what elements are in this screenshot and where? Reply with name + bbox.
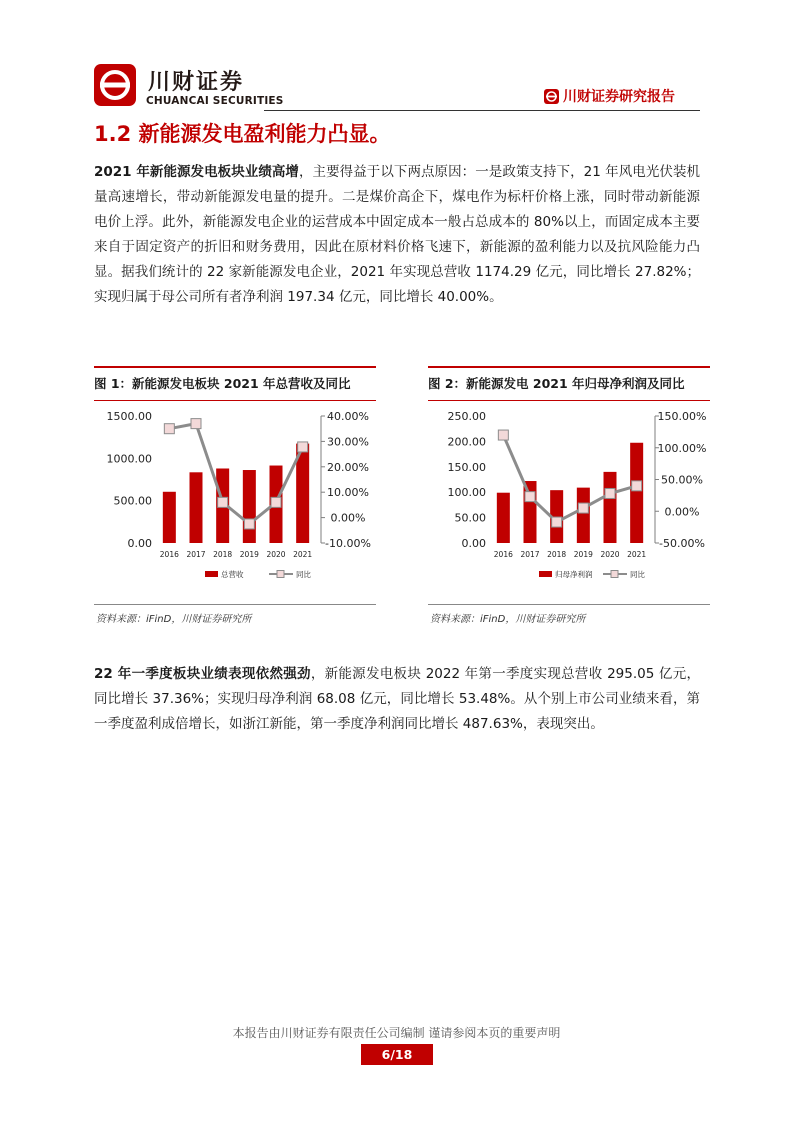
paragraph-q1-body: ，新能源发电板块 2022 年第一季度实现总营收 295.05 亿元，同比增长 37.36%；实现归母净利润 68.08 亿元，同比增长 53.48%。从个别上市公司业绩来看，第一季度盈利成倍增长，如浙江新能，第一季度净利润同比增长 487.63%，表现突出。	[94, 666, 700, 732]
paragraph-intro	[94, 160, 700, 310]
report-logo-icon	[544, 89, 559, 104]
left-axis-tick-label: 0.00	[127, 537, 152, 550]
figure-1	[94, 366, 376, 628]
x-axis-category-label: 2019	[573, 550, 593, 559]
legend-bar-label: 总营收	[221, 570, 244, 579]
figure-1-chart	[94, 402, 376, 602]
x-axis-category-label: 2017	[186, 550, 206, 559]
bar-2016	[163, 492, 176, 543]
yoy-marker-2018	[552, 517, 562, 527]
bar-2017	[524, 481, 537, 543]
right-axis-tick-label: 0.00%	[330, 511, 366, 525]
legend-bar-label: 归母净利润	[555, 570, 593, 579]
section-title: 1.2 新能源发电盈利能力凸显。	[94, 122, 391, 146]
right-axis-tick-label: -50.00%	[659, 537, 705, 550]
yoy-marker-2018	[218, 497, 228, 507]
x-axis-category-label: 2021	[293, 550, 313, 559]
legend-line-marker	[277, 571, 284, 578]
bar-2016	[497, 493, 510, 543]
x-axis-category-label: 2018	[547, 550, 567, 559]
bar-2021	[630, 443, 643, 543]
left-axis-tick-label: 50.00	[454, 511, 486, 525]
brand-name-cn: 川财证券	[148, 70, 245, 95]
yoy-line	[169, 424, 302, 524]
legend-line-marker	[611, 571, 618, 578]
page-number: 6/18	[361, 1044, 433, 1065]
left-axis-tick-label: 1500.00	[106, 410, 152, 423]
paragraph-intro-body: ，主要得益于以下两点原因：一是政策支持下，21 年风电光伏装机量高速增长，带动新能源发电量的提升。二是煤价高企下，煤电作为标杆价格上涨，同时带动新能源电价上浮。此外，新能源发电企业的运营成本中固定成本一般占总成本的 80%以上，而固定成本主要来自于固定资产的折旧和财务费用，因此在原材料价格飞速下，新能源的盈利能力以及抗风险能力凸显。据我们统计的 22 家新能源发电企业，2021 年实现总营收 1174.29 亿元，同比增长 27.82%；实现归属于母公司所有者净利润 197.34 亿元，同比增长 40.00%。	[94, 164, 701, 305]
bar-2019	[577, 488, 590, 543]
left-axis-tick-label: 200.00	[447, 435, 486, 449]
brand-name-en: CHUANCAI SECURITIES	[146, 95, 284, 107]
right-axis-tick-label: -10.00%	[325, 537, 371, 550]
x-axis-category-label: 2018	[213, 550, 233, 559]
paragraph-intro-lead: 2021 年新能源发电板块业绩高增	[94, 164, 299, 180]
right-axis-tick-label: 40.00%	[327, 410, 369, 423]
legend-line-label: 同比	[296, 570, 311, 579]
legend-line-label: 同比	[630, 570, 645, 579]
legend-bar-swatch	[205, 571, 218, 577]
figure-2-source: 资料来源：iFinD，川财证券研究所	[430, 614, 586, 625]
yoy-marker-2019	[578, 503, 588, 513]
paragraph-q1	[94, 662, 700, 737]
bar-2020	[604, 472, 617, 543]
right-axis-tick-label: 0.00%	[664, 505, 700, 519]
yoy-marker-2020	[271, 497, 281, 507]
legend-bar-swatch	[539, 571, 552, 577]
figure-1-source: 资料来源：iFinD，川财证券研究所	[96, 614, 252, 625]
left-axis-tick-label: 500.00	[113, 494, 152, 508]
yoy-marker-2016	[498, 430, 508, 440]
yoy-marker-2020	[605, 488, 615, 498]
header-divider	[264, 110, 700, 111]
right-axis-tick-label: 150.00%	[657, 410, 707, 423]
paragraph-q1-lead: 22 年一季度板块业绩表现依然强劲	[94, 666, 311, 682]
footer-disclaimer: 本报告由川财证券有限责任公司编制 谨请参阅本页的重要声明	[232, 1026, 561, 1040]
yoy-marker-2021	[632, 481, 642, 491]
left-axis-tick-label: 1000.00	[106, 452, 152, 466]
yoy-marker-2017	[525, 492, 535, 502]
yoy-line	[503, 435, 636, 522]
x-axis-category-label: 2017	[520, 550, 540, 559]
left-axis-tick-label: 250.00	[447, 410, 486, 423]
left-axis-tick-label: 100.00	[447, 486, 486, 500]
bar-2017	[190, 472, 203, 543]
left-axis-tick-label: 150.00	[447, 460, 486, 474]
x-axis-category-label: 2016	[159, 550, 179, 559]
x-axis-category-label: 2019	[239, 550, 259, 559]
bar-2019	[243, 470, 256, 543]
right-axis-tick-label: 100.00%	[657, 441, 707, 455]
right-axis-tick-label: 50.00%	[661, 473, 703, 487]
x-axis-category-label: 2020	[266, 550, 286, 559]
figure-2	[428, 366, 710, 628]
yoy-marker-2021	[298, 442, 308, 452]
figure-1-title: 图 1：新能源发电板块 2021 年总营收及同比	[94, 366, 376, 401]
yoy-marker-2017	[191, 419, 201, 429]
report-label-text: 川财证券研究报告	[563, 89, 675, 105]
right-axis-tick-label: 10.00%	[327, 486, 369, 500]
yoy-marker-2019	[244, 519, 254, 529]
x-axis-category-label: 2016	[493, 550, 513, 559]
figure-1-divider	[94, 604, 376, 605]
figure-2-divider	[428, 604, 710, 605]
x-axis-category-label: 2020	[600, 550, 620, 559]
figure-2-chart	[428, 402, 710, 602]
x-axis-category-label: 2021	[627, 550, 647, 559]
left-axis-tick-label: 0.00	[461, 537, 486, 550]
yoy-marker-2016	[164, 424, 174, 434]
chuancai-logo	[94, 64, 136, 106]
figure-2-title: 图 2：新能源发电 2021 年归母净利润及同比	[428, 366, 710, 401]
right-axis-tick-label: 20.00%	[327, 460, 369, 474]
report-label	[544, 86, 675, 106]
right-axis-tick-label: 30.00%	[327, 435, 369, 449]
